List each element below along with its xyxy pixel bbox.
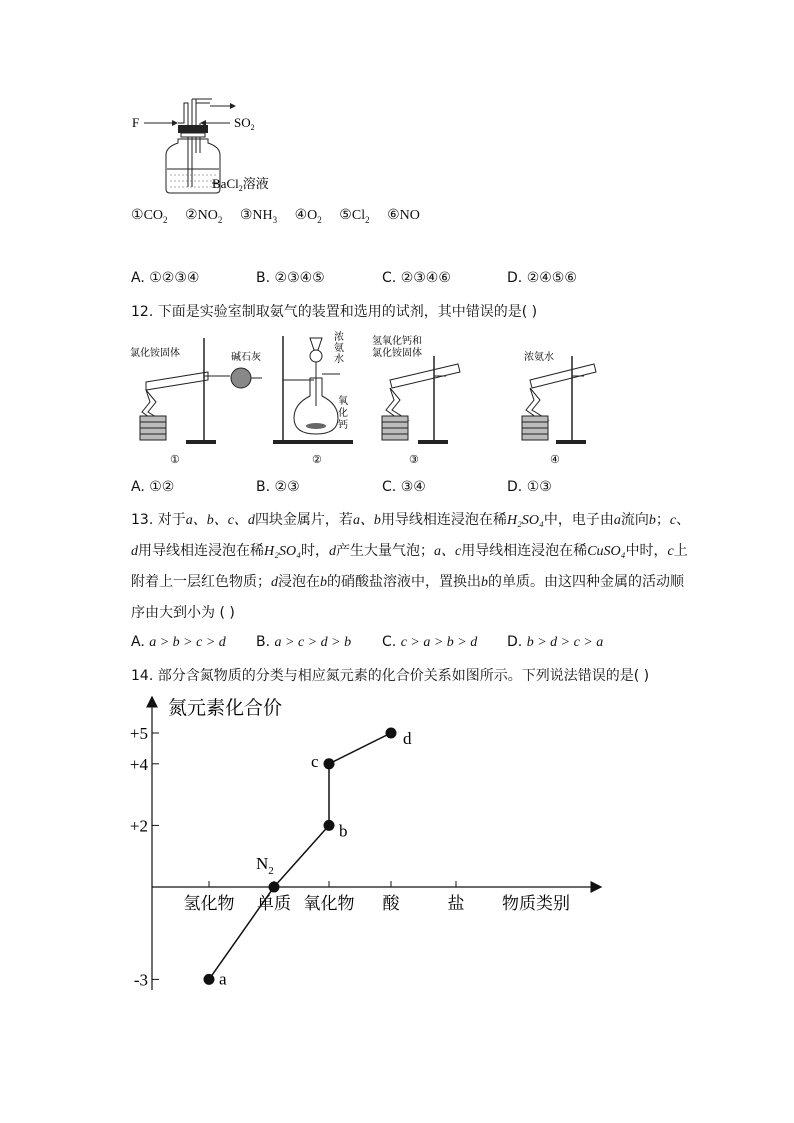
a4-reagent-label: 浓氨水 (524, 352, 554, 363)
q12-option-a[interactable]: A. ①② (131, 479, 175, 495)
q12-option-d[interactable]: D. ①③ (507, 479, 552, 495)
point-d (386, 728, 397, 739)
q11-gas-1: $①CO_2$ (131, 208, 168, 225)
q11-option-a[interactable]: A. ①②③④ (131, 270, 200, 286)
point-c (324, 758, 335, 769)
point-label-b: b (339, 821, 348, 841)
a2-label-gai: 钙 (338, 420, 348, 431)
point-label-n2: $N_2$ (256, 854, 274, 877)
a2-number: ② (312, 454, 322, 466)
q11-gas-3: $③NH_3$ (239, 208, 278, 225)
point-label-d: d (403, 729, 412, 748)
q11-label-f: F (132, 115, 140, 130)
q13-option-c[interactable]: C. c > a > b > d (382, 634, 478, 650)
x-tick-label-0: 氢化物 (183, 894, 235, 913)
x-tick-label-2: 氧化物 (303, 894, 355, 913)
a2-label-an: 氨 (334, 343, 344, 354)
q11-label-bacl2: BaCl$_2$溶液 (212, 176, 269, 193)
a2-label-nong: 浓 (334, 332, 344, 343)
q11-gas-4: $④O_2$ (294, 208, 322, 225)
point-n (269, 882, 280, 893)
q11-option-d[interactable]: D. ②④⑤⑥ (507, 270, 577, 286)
point-b (324, 820, 335, 831)
q11-gas-list (131, 207, 420, 225)
q11-option-c[interactable]: C. ②③④⑥ (382, 270, 451, 286)
series-segment-1 (274, 825, 329, 887)
nitrogen-valence-chart (120, 690, 610, 1000)
apparatus-3 (372, 334, 460, 466)
y-tick-label-1: +4 (129, 754, 148, 774)
q11-gas-2: $②NO_2$ (185, 208, 223, 225)
chart-x-axis-label: 物质类别 (502, 894, 570, 913)
a1-number: ① (170, 454, 180, 466)
q11-gas-6: ⑥NO (387, 208, 420, 223)
chart-y-axis-label: 氮元素化合价 (168, 698, 283, 719)
y-tick-label-3: -3 (133, 970, 148, 990)
a3-reagent-label-2: 氯化铵固体 (372, 348, 422, 359)
q13-line-4: 序由大到小为 ( ) (131, 605, 235, 621)
point-label-a: a (219, 969, 227, 989)
q11-option-b[interactable]: B. ②③④⑤ (256, 270, 325, 286)
a1-dry-label: 碱石灰 (231, 352, 261, 363)
point-a (204, 974, 215, 985)
q11-bottle-figure (126, 95, 286, 199)
q12-apparatus-figure (128, 330, 598, 470)
x-tick-label-4: 盐 (447, 894, 465, 913)
y-tick-label-2: +2 (129, 816, 148, 836)
a2-label-shui: 水 (334, 354, 344, 365)
q13-option-d[interactable]: D. b > d > c > a (507, 634, 604, 650)
apparatus-4 (522, 350, 596, 466)
a3-reagent-label-1: 氢氧化钙和 (372, 336, 422, 347)
series-segment-3 (329, 733, 391, 764)
q11-gas-5: $⑤Cl_2$ (339, 208, 370, 225)
apparatus-2 (273, 330, 353, 466)
a2-label-hua: 化 (338, 408, 348, 419)
q13-option-b[interactable]: B. a > c > d > b (256, 634, 352, 650)
q13-line-2: d用导线相连浸泡在稀H₂SO₄时，d产生大量气泡；a、c用导线相连浸泡在稀CuSO₄中时，c上 (131, 543, 688, 559)
q12-stem: 12. 下面是实验室制取氨气的装置和选用的试剂，其中错误的是( ) (131, 304, 538, 320)
q12-option-c[interactable]: C. ③④ (382, 479, 426, 495)
point-label-c: c (311, 751, 319, 771)
x-tick-label-3: 酸 (382, 894, 400, 913)
q14-stem: 14. 部分含氮物质的分类与相应氮元素的化合价关系如图所示。下列说法错误的是( ) (131, 668, 650, 684)
a2-label-yang: 氧 (338, 396, 348, 407)
y-tick-label-0: +5 (129, 724, 148, 743)
a3-number: ③ (409, 454, 419, 466)
q13-line-1: 13. 对于a、b、c、d四块金属片，若a、b用导线相连浸泡在稀H₂SO₄中，电子由a流向b；c、 (131, 512, 691, 528)
x-tick-label-1: 单质 (257, 894, 291, 913)
a4-number: ④ (550, 454, 560, 466)
a1-reagent-label: 氯化铵固体 (130, 348, 180, 359)
q13-option-a[interactable]: A. a > b > c > d (131, 634, 226, 650)
q11-label-so2: $SO_2$ (234, 115, 255, 132)
q12-option-b[interactable]: B. ②③ (256, 479, 300, 495)
q13-line-3: 附着上一层红色物质；d浸泡在b的硝酸盐溶液中，置换出b的单质。由这四种金属的活动顺 (131, 574, 684, 590)
apparatus-1 (130, 338, 262, 466)
